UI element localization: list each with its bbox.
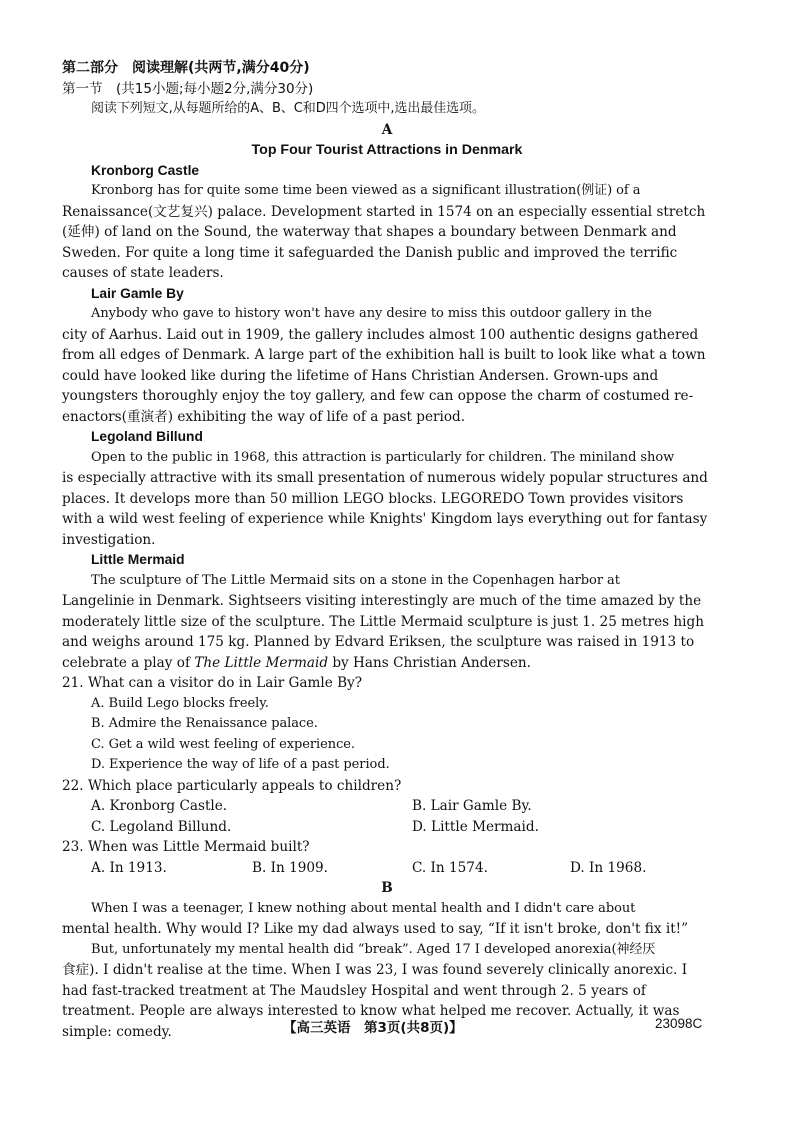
text-fragment: by Hans Christian Andersen. <box>328 654 531 671</box>
q21-option-b: B. Admire the Renaissance palace. <box>91 716 318 731</box>
instruction: 阅读下列短文,从每题所给的A、B、C和D四个选项中,选出最佳选项。 <box>91 101 485 116</box>
text-line: Renaissance(文艺复兴) palace. Development started in 1574 on an especially essential stretch <box>62 203 706 220</box>
text-line: is especially attractive with its small presentation of numerous widely popular structures and <box>62 470 708 486</box>
text-line: When I was a teenager, I knew nothing about mental health and I didn't care about <box>91 900 636 916</box>
text-line: moderately little size of the sculpture. The Little Mermaid sculpture is just 1. 25 metres high <box>62 613 704 630</box>
q22-option-a: A. Kronborg Castle. <box>91 798 228 814</box>
exam-code: 23098C <box>655 1016 703 1031</box>
text-line: Sweden. For quite a long time it safeguarded the Danish public and improved the terrific <box>62 244 678 261</box>
text-line: causes of state leaders. <box>62 265 224 281</box>
mermaid-heading: Little Mermaid <box>91 552 185 567</box>
question-22-stem: 22. Which place particularly appeals to children? <box>62 777 402 794</box>
passage-a-title: Top Four Tourist Attractions in Denmark <box>251 142 523 158</box>
text-line: But, unfortunately my mental health did “break”. Aged 17 I developed anorexia(神经厌 <box>91 941 656 957</box>
legoland-heading: Legoland Billund <box>91 429 203 444</box>
text-line: mental health. Why would I? Like my dad always used to say, “If it isn't broke, don't fix it!” <box>62 921 689 937</box>
text-line: city of Aarhus. Laid out in 1909, the gallery includes almost 100 authentic designs gathered <box>62 326 699 343</box>
part-heading: 第二部分 阅读理解(共两节,满分40分) <box>62 60 310 76</box>
text-line: 食症). I didn't realise at the time. When I was 23, I was found severely clinically anorexic. I <box>62 962 688 978</box>
text-fragment: celebrate a play of <box>62 654 195 671</box>
text-line: Open to the public in 1968, this attraction is particularly for children. The miniland show <box>91 449 675 465</box>
question-23-stem: 23. When was Little Mermaid built? <box>62 839 310 855</box>
q23-option-d: D. In 1968. <box>570 859 647 876</box>
text-line: Anybody who gave to history won't have any desire to miss this outdoor gallery in the <box>91 306 652 321</box>
text-line: simple: comedy. <box>62 1023 172 1040</box>
text-line: treatment. People are always interested to know what helped me recover. Actually, it was <box>62 1003 680 1019</box>
text-line: The sculpture of The Little Mermaid sits on a stone in the Copenhagen harbor at <box>91 572 620 588</box>
text-line: could have looked like during the lifetime of Hans Christian Andersen. Grown-ups and <box>62 367 659 384</box>
kronborg-heading: Kronborg Castle <box>91 162 200 178</box>
question-21-stem: 21. What can a visitor do in Lair Gamle By? <box>62 675 363 691</box>
text-line: and weighs around 175 kg. Planned by Edvard Eriksen, the sculpture was raised in 1913 to <box>62 634 695 650</box>
q22-option-d: D. Little Mermaid. <box>412 818 539 835</box>
q21-option-d: D. Experience the way of life of a past period. <box>91 757 390 772</box>
text-line: enactors(重演者) exhibiting the way of life of a past period. <box>62 408 466 425</box>
page-info: 【高三英语 第3页(共8页)】 <box>283 1020 463 1036</box>
q23-options-row <box>62 858 712 879</box>
text-line: from all edges of Denmark. A large part of the exhibition hall is built to look like what a town <box>62 347 706 363</box>
text-line: investigation. <box>62 531 156 548</box>
passage-a-label: A <box>381 121 393 138</box>
q21-option-a: A. Build Lego blocks freely. <box>91 695 269 711</box>
passage-b-label: B <box>381 880 393 896</box>
text-line: youngsters thoroughly enjoy the toy gallery, and few can oppose the charm of costumed re- <box>62 388 694 404</box>
q22-options-row-1 <box>62 796 712 817</box>
q22-option-b: B. Lair Gamle By. <box>412 798 532 814</box>
text-line: had fast-tracked treatment at The Maudsley Hospital and went through 2. 5 years of <box>62 982 646 999</box>
q22-options-row-2 <box>62 817 712 838</box>
lair-heading: Lair Gamle By <box>91 285 184 301</box>
q23-option-c: C. In 1574. <box>412 859 488 876</box>
section-heading: 第一节 (共15小题;每小题2分,满分30分) <box>62 80 314 97</box>
text-line: Langelinie in Denmark. Sightseers visiting interestingly are much of the time amazed by the <box>62 593 702 609</box>
q22-option-c: C. Legoland Billund. <box>91 818 232 835</box>
q21-option-c: C. Get a wild west feeling of experience. <box>91 736 355 752</box>
page-footer <box>0 1016 794 1038</box>
q23-option-a: A. In 1913. <box>91 859 167 876</box>
play-title: The Little Mermaid <box>194 654 329 671</box>
text-line: Kronborg has for quite some time been viewed as a significant illustration(例证) of a <box>91 183 641 198</box>
text-line: with a wild west feeling of experience while Knights' Kingdom lays everything out for fantasy <box>62 511 708 527</box>
text-line-last <box>62 653 712 674</box>
text-line: (延伸) of land on the Sound, the waterway that shapes a boundary between Denmark and <box>62 224 677 240</box>
q23-option-b: B. In 1909. <box>252 859 328 876</box>
text-line: places. It develops more than 50 million LEGO blocks. LEGOREDO Town provides visitors <box>62 490 684 507</box>
page-content <box>62 58 712 1042</box>
